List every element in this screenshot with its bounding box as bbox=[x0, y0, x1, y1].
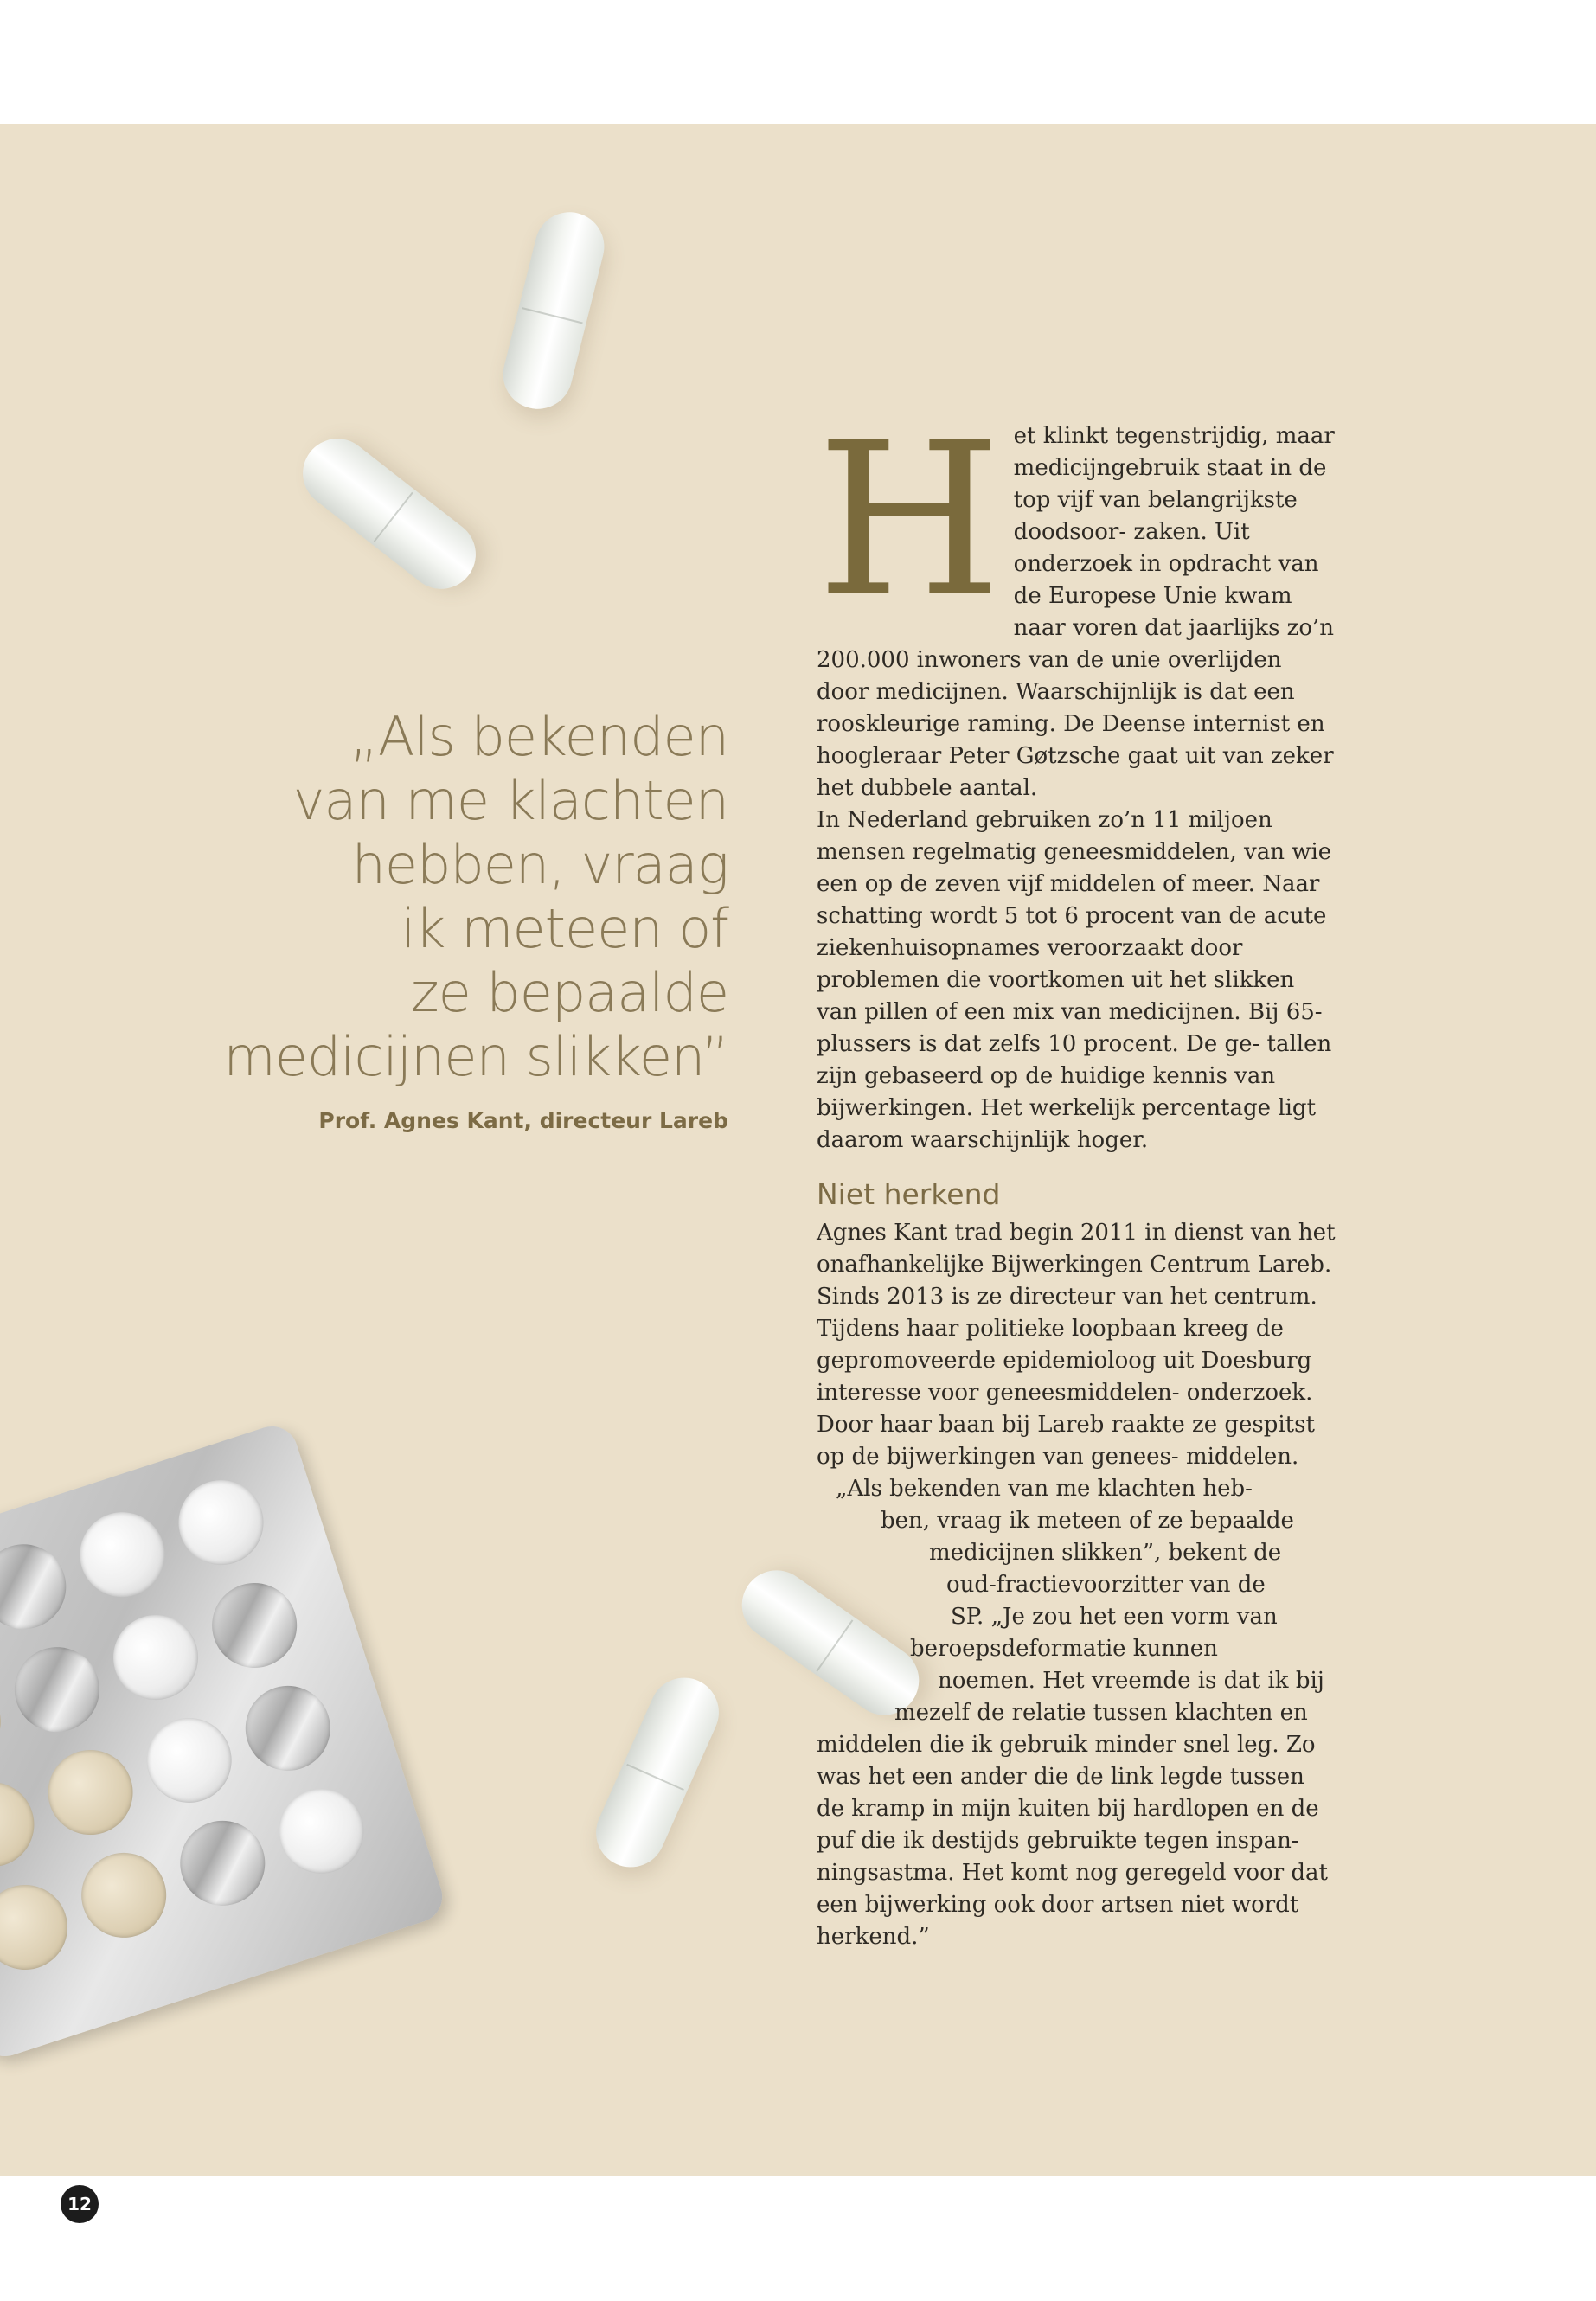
quote-line: noemen. Het vreemde is dat ik bij bbox=[938, 1668, 1324, 1694]
drop-cap: H bbox=[817, 397, 1002, 644]
capsule-pill-top bbox=[496, 205, 612, 416]
intro-paragraph: et klinkt tegenstrijdig, maar medicijngebruik staat in de top vijf van belangrijkste doodsoor- zaken. Uit onderzoek in opdracht van de Europese Unie kwam naar voren dat jaarlijks zo’n 200.000 inwoners van de unie overlijden door medicijnen. Waarschijnlijk is dat een rooskleurige raming. De Deense internist en hoogleraar Peter Gøtzsche gaat uit van zeker het dubbele aantal. bbox=[817, 423, 1335, 801]
quote-line: SP. „Je zou het een vorm van bbox=[951, 1604, 1278, 1630]
quote-line: ben, vraag ik meteen of ze bepaalde bbox=[881, 1508, 1294, 1534]
pull-quote-credit: Prof. Agnes Kant, directeur Lareb bbox=[318, 1108, 728, 1133]
pull-quote-line: van me klachten bbox=[292, 769, 728, 832]
magazine-page bbox=[0, 124, 1596, 2214]
quote-line: „Als bekenden van me klachten heb- bbox=[836, 1476, 1253, 1502]
article-body bbox=[817, 397, 1336, 1953]
blister-pack bbox=[0, 1420, 449, 2063]
biography-paragraph: Agnes Kant trad begin 2011 in dienst van het onafhankelijke Bijwerkingen Centrum Lareb. Sinds 2013 is ze directeur van het centrum. Tijdens haar politieke loopbaan kreeg de gepromoveerde epidemioloog uit Doesburg interesse voor geneesmiddelen- onderzoek. Door haar baan bij Lareb raakte ze gespitst op de bijwerkingen van genees- middelen. bbox=[817, 1220, 1336, 1470]
pull-quote-text bbox=[216, 705, 728, 1089]
pull-quote bbox=[216, 705, 728, 1133]
capsule-pill-left bbox=[289, 425, 490, 603]
statistics-paragraph: In Nederland gebruiken zo’n 11 miljoen mensen regelmatig geneesmiddelen, van wie een op de zeven vijf middelen of meer. Naar schatting wordt 5 tot 6 procent van de acute ziekenhuisopnames veroorzaakt door problemen die voortkomen uit het slikken van pillen of een mix van medicijnen. Bij 65-plussers is dat zelfs 10 procent. De ge- tallen zijn gebaseerd op de huidige kennis van bijwerkingen. Het werkelijk percentage ligt daarom waarschijnlijk hoger. bbox=[817, 807, 1332, 1153]
quote-rest: middelen die ik gebruik minder snel leg. Zo was het een ander die de link legde tussen de kramp in mijn kuiten bij hardlopen en de puf die ik destijds gebruikte tegen inspan- ningsastma. Het komt nog geregeld voor dat een bijwerking ook door artsen niet wordt herkend.” bbox=[817, 1732, 1329, 1950]
pull-quote-line: „Als bekenden bbox=[349, 705, 728, 768]
quote-paragraph bbox=[817, 1473, 1336, 1953]
pull-quote-line: ze bepaalde bbox=[411, 961, 728, 1024]
pull-quote-line: hebben, vraag bbox=[351, 833, 728, 896]
quote-line: mezelf de relatie tussen klachten en bbox=[894, 1700, 1308, 1726]
quote-line: oud-fractievoorzitter van de bbox=[946, 1572, 1266, 1598]
pull-quote-line: medicijnen slikken” bbox=[223, 1025, 728, 1088]
page-number-badge: 12 bbox=[61, 2185, 99, 2223]
capsule-pill-bottom bbox=[585, 1667, 729, 1878]
quote-line: beroepsdeformatie kunnen bbox=[910, 1636, 1218, 1662]
pull-quote-line: ik meteen of bbox=[401, 897, 728, 960]
section-subheading: Niet herkend bbox=[817, 1177, 1001, 1211]
quote-line: medicijnen slikken”, bekent de bbox=[929, 1540, 1282, 1566]
